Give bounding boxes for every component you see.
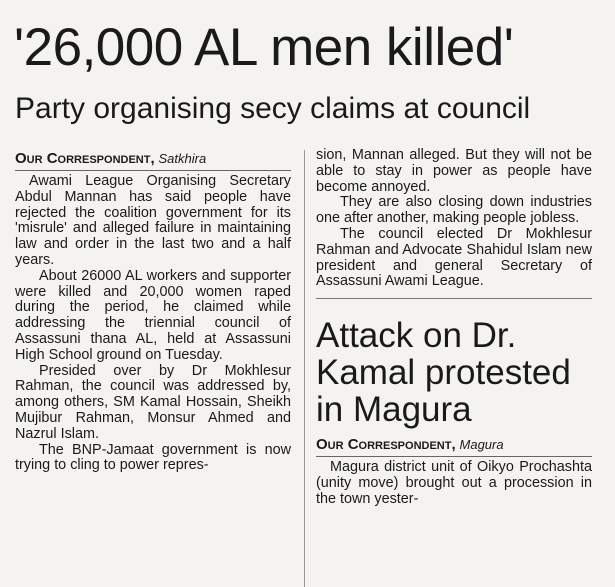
byline-place: Satkhira	[158, 151, 207, 166]
byline-correspondent: Our Correspondent,	[15, 150, 155, 167]
article-paragraph-4: The BNP-Jamaat government is now trying to cling to power repres-	[15, 441, 291, 474]
continued-paragraph-1: sion, Mannan alleged. But they will not be able to stay in power as people have become annoyed.	[316, 147, 592, 195]
second-article-body	[316, 460, 592, 507]
article-body	[15, 174, 291, 474]
column-divider	[304, 150, 305, 587]
article-subheadline: Party organising secy claims at council	[15, 92, 531, 125]
right-column	[316, 148, 592, 508]
second-article-byline	[316, 434, 592, 457]
article-headline: '26,000 AL men killed'	[14, 18, 514, 77]
second-article-headline: Attack on Dr. Kamal protested in Magura	[316, 316, 571, 430]
continued-paragraph-3: The council elected Dr Mokhlesur Rahman and Advocate Shahidul Islam new president and general Secretary of Assassuni Awami League.	[316, 225, 592, 290]
second-article-paragraph-1: Magura district unit of Oikyo Prochashta (unity move) brought out a procession in the town yester-	[316, 459, 592, 507]
continued-paragraph-2: They are also closing down industries one after another, making people jobless.	[316, 194, 592, 227]
second-byline-correspondent: Our Correspondent,	[316, 436, 456, 454]
left-column	[15, 148, 291, 474]
article-paragraph-3: Presided over by Dr Mokhlesur Rahman, the council was addressed by, among others, SM Kamal Hossain, Sheikh Mujibur Rahman, Monsur Ahmed and Nazrul Islam.	[15, 362, 291, 442]
second-byline-place: Magura	[459, 437, 504, 453]
article-paragraph-1: Awami League Organising Secretary Abdul Mannan has said people have rejected the coalition government for its 'misrule' and alleged failure in maintaining law and order in the last two and a half years.	[15, 173, 291, 268]
article-separator	[316, 298, 592, 299]
byline	[15, 148, 291, 171]
article-body-continued	[316, 148, 592, 290]
article-paragraph-2: About 26000 AL workers and supporter were killed and 20,000 women raped during the period, he claimed while addressing the triennial council of Assassuni thana AL, held at Assassuni High School ground on Tuesday.	[15, 267, 291, 363]
